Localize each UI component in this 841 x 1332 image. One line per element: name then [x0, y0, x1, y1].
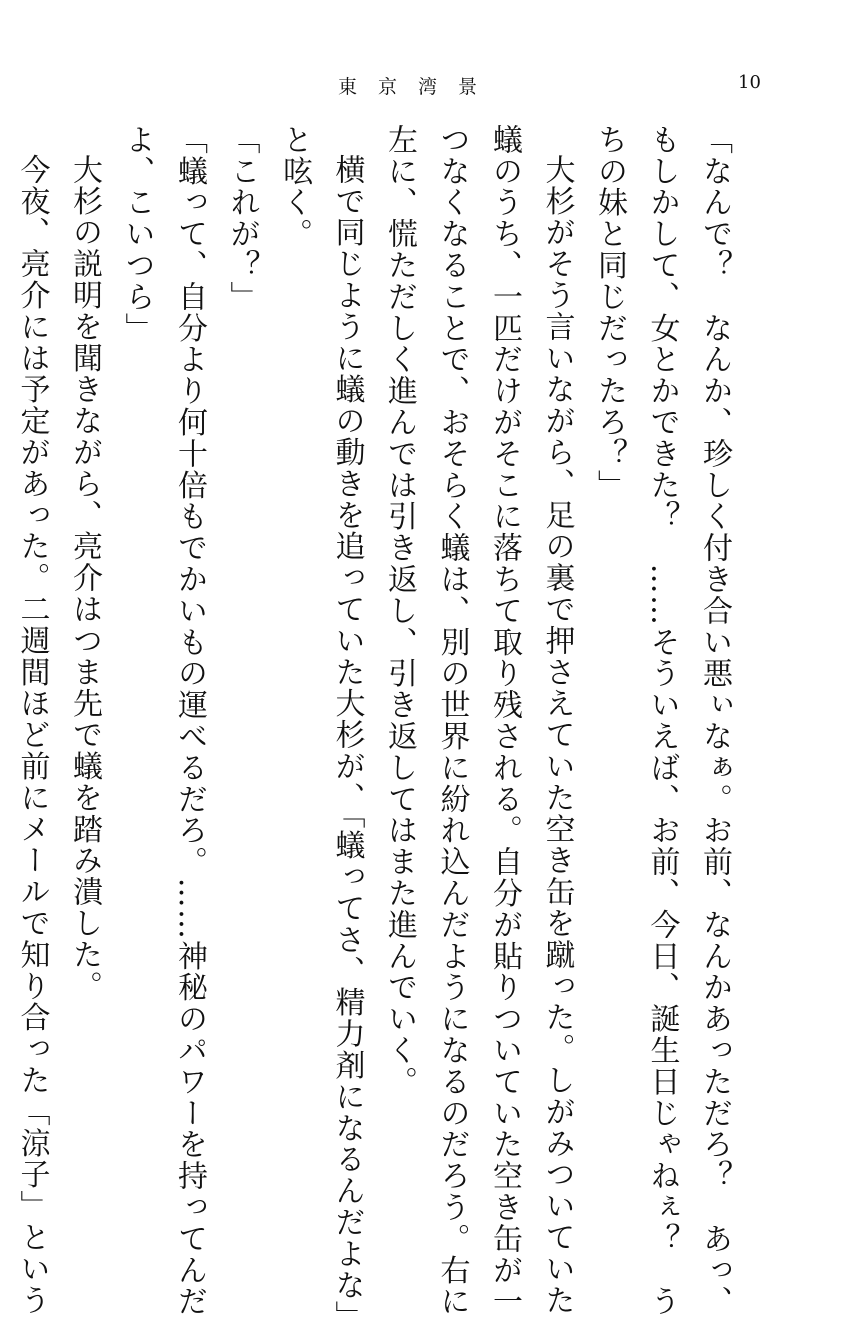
text-line: と呟く。	[277, 124, 312, 250]
text-line: 「これが？」	[224, 124, 260, 313]
text-line: 今夜、亮介には予定があった。二週間ほど前にメールで知り合った「涼子」という	[14, 154, 50, 1316]
text-line: 「なんで？ なんか、珍しく付き合い悪ぃなぁ。お前、なんかあっただろ？ あっ、	[697, 124, 732, 1318]
text-line: ちの妹と同じだったろ？」	[592, 124, 627, 501]
text-line: 「蟻って、自分より何十倍もでかいもの運べるだろ。……神秘のパワーを持ってんだ	[172, 124, 207, 1318]
text-line: 左に、慌ただしく進んでは引き返し、引き返してはまた進んでいく。	[382, 124, 417, 1098]
running-header-title: 東京湾景	[338, 76, 499, 98]
text-line: 蟻のうち、一匹だけがそこに落ちて取り残される。自分が貼りついていた空き缶が一	[487, 124, 522, 1318]
text-line: よ、こいつら」	[119, 124, 155, 344]
text-line: もしかして、女とかできた？ ……そういえば、お前、今日、誕生日じゃねぇ？ う	[644, 124, 680, 1318]
vertical-body-text	[14, 124, 740, 1332]
text-line: 横で同じように蟻の動きを追っていた大杉が、「蟻ってさ、精力剤になるんだよな」	[329, 154, 365, 1332]
text-line: 大杉の説明を聞きながら、亮介はつま先で蟻を踏み潰した。	[67, 154, 102, 1002]
page-number: 10	[738, 72, 761, 93]
text-line: つなくなることで、おそらく蟻は、別の世界に紛れ込んだようになるのだろう。右に	[434, 124, 470, 1318]
text-line: 大杉がそう言いながら、足の裏で押さえていた空き缶を蹴った。しがみついていた	[539, 154, 575, 1316]
